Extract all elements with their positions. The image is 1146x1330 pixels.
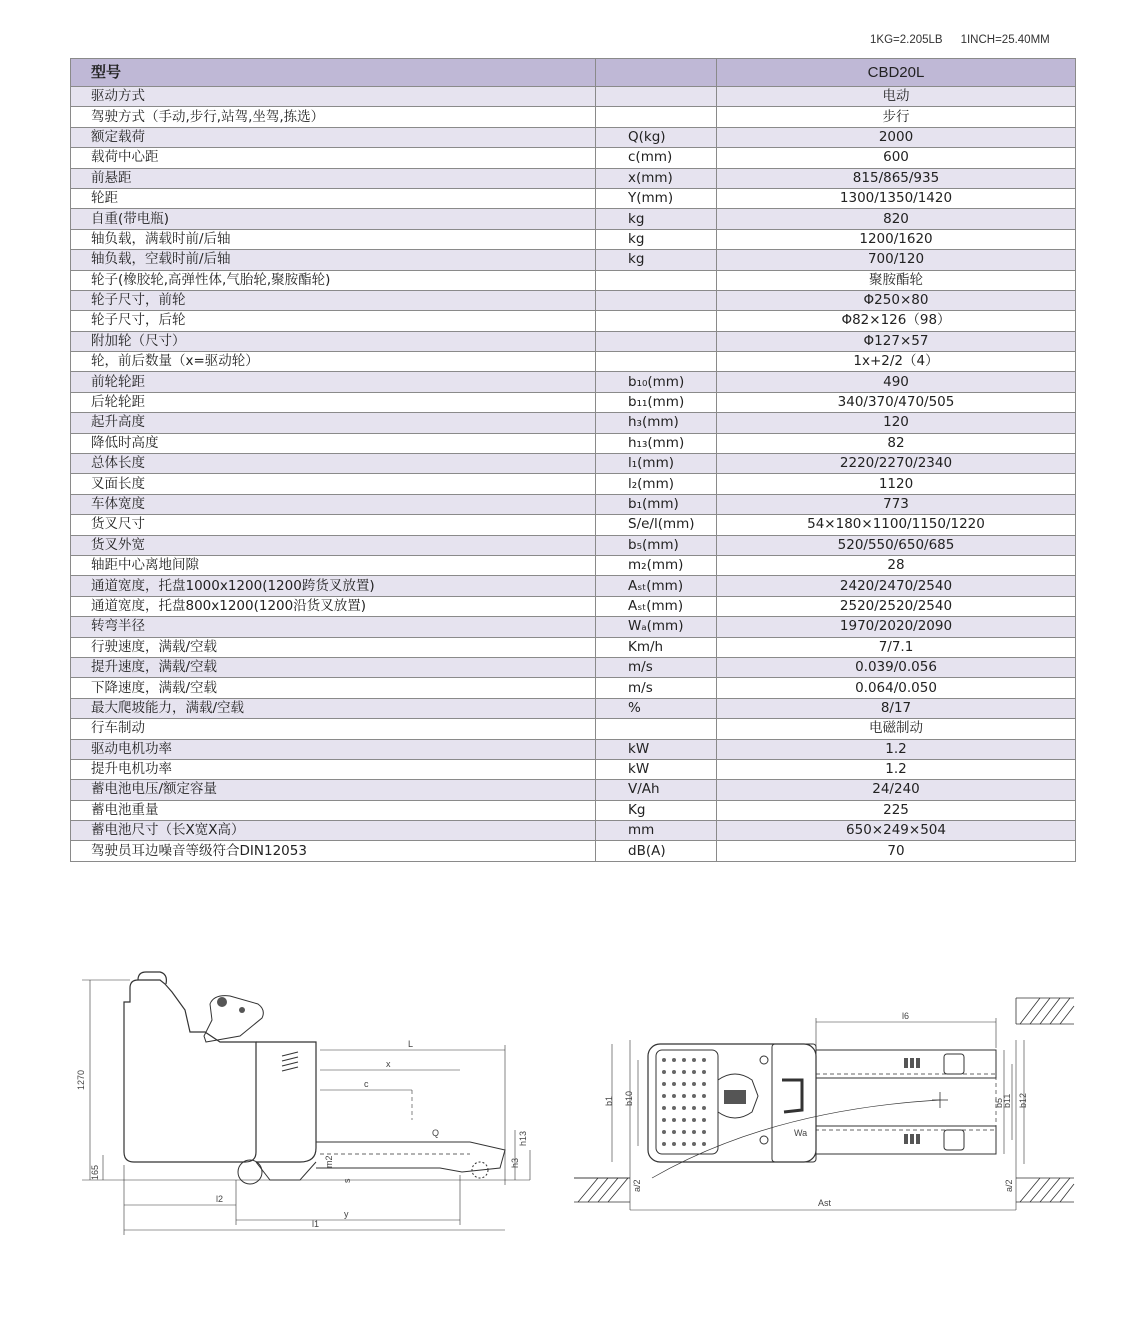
row-unit: S/e/l(mm) xyxy=(596,515,717,535)
label-l2: l2 xyxy=(216,1194,224,1204)
label-h13: h13 xyxy=(518,1130,528,1146)
row-unit xyxy=(596,719,717,739)
row-value: 700/120 xyxy=(717,250,1076,270)
row-value: 1x+2/2（4） xyxy=(717,352,1076,372)
label-Q: Q xyxy=(432,1128,440,1138)
table-row xyxy=(71,739,1076,759)
header-unit xyxy=(596,59,717,87)
row-unit: h₁₃(mm) xyxy=(596,433,717,453)
row-label: 叉面长度 xyxy=(71,474,596,494)
row-unit: m/s xyxy=(596,678,717,698)
row-unit: b₁(mm) xyxy=(596,494,717,514)
label-wa: Wa xyxy=(794,1128,808,1138)
table-row xyxy=(71,657,1076,677)
row-value: 54×180×1100/1150/1220 xyxy=(717,515,1076,535)
table-row xyxy=(71,494,1076,514)
row-unit: V/Ah xyxy=(596,780,717,800)
table-row xyxy=(71,555,1076,575)
row-value: 520/550/650/685 xyxy=(717,535,1076,555)
row-label: 通道宽度，托盘800x1200(1200沿货叉放置) xyxy=(71,596,596,616)
row-unit: m/s xyxy=(596,657,717,677)
row-label: 自重(带电瓶) xyxy=(71,209,596,229)
table-row xyxy=(71,474,1076,494)
table-row xyxy=(71,596,1076,616)
row-unit xyxy=(596,352,717,372)
row-label: 行驶速度，满载/空载 xyxy=(71,637,596,657)
row-label: 驱动方式 xyxy=(71,87,596,107)
row-value: 7/7.1 xyxy=(717,637,1076,657)
row-unit: Aₛₜ(mm) xyxy=(596,596,717,616)
row-label: 行车制动 xyxy=(71,719,596,739)
row-value: 225 xyxy=(717,800,1076,820)
table-row xyxy=(71,229,1076,249)
row-label: 蓄电池尺寸（长X宽X高） xyxy=(71,821,596,841)
table-row xyxy=(71,209,1076,229)
table-row xyxy=(71,454,1076,474)
table-row xyxy=(71,433,1076,453)
row-unit: l₁(mm) xyxy=(596,454,717,474)
row-unit xyxy=(596,311,717,331)
row-unit xyxy=(596,270,717,290)
row-value: 1300/1350/1420 xyxy=(717,188,1076,208)
table-row xyxy=(71,148,1076,168)
row-label: 降低时高度 xyxy=(71,433,596,453)
row-unit xyxy=(596,290,717,310)
row-label: 轮距 xyxy=(71,188,596,208)
row-value: 820 xyxy=(717,209,1076,229)
row-label: 货叉尺寸 xyxy=(71,515,596,535)
row-value: 490 xyxy=(717,372,1076,392)
row-value: 600 xyxy=(717,148,1076,168)
row-label: 轴负载，满载时前/后轴 xyxy=(71,229,596,249)
table-row xyxy=(71,250,1076,270)
table-row xyxy=(71,576,1076,596)
table-row xyxy=(71,87,1076,107)
row-value: Φ82×126（98） xyxy=(717,311,1076,331)
table-row xyxy=(71,270,1076,290)
row-label: 车体宽度 xyxy=(71,494,596,514)
row-unit: Y(mm) xyxy=(596,188,717,208)
label-b11: b11 xyxy=(1002,1093,1012,1108)
row-value: 120 xyxy=(717,413,1076,433)
row-unit: Kg xyxy=(596,800,717,820)
table-row xyxy=(71,821,1076,841)
row-unit: b₁₁(mm) xyxy=(596,392,717,412)
row-value: 24/240 xyxy=(717,780,1076,800)
row-label: 通道宽度，托盘1000x1200(1200跨货叉放置) xyxy=(71,576,596,596)
row-unit: c(mm) xyxy=(596,148,717,168)
table-row xyxy=(71,413,1076,433)
row-label: 轴距中心离地间隙 xyxy=(71,555,596,575)
unit-conversion-note xyxy=(870,34,1050,46)
table-row xyxy=(71,719,1076,739)
row-label: 轴负载，空载时前/后轴 xyxy=(71,250,596,270)
row-label: 下降速度，满载/空载 xyxy=(71,678,596,698)
label-l1: l1 xyxy=(312,1219,320,1229)
row-value: 电磁制动 xyxy=(717,719,1076,739)
table-row xyxy=(71,392,1076,412)
row-unit: dB(A) xyxy=(596,841,717,861)
row-label: 轮子(橡胶轮,高弹性体,气胎轮,聚胺酯轮) xyxy=(71,270,596,290)
row-value: 1120 xyxy=(717,474,1076,494)
table-row xyxy=(71,127,1076,147)
row-label: 最大爬坡能力，满载/空载 xyxy=(71,698,596,718)
row-value: 2000 xyxy=(717,127,1076,147)
row-label: 轮，前后数量（x=驱动轮） xyxy=(71,352,596,372)
row-label: 驱动电机功率 xyxy=(71,739,596,759)
row-unit: Q(kg) xyxy=(596,127,717,147)
row-value: 2420/2470/2540 xyxy=(717,576,1076,596)
label-c: c xyxy=(364,1079,369,1089)
spec-table-header xyxy=(71,59,1076,87)
row-label: 载荷中心距 xyxy=(71,148,596,168)
row-value: 1970/2020/2090 xyxy=(717,617,1076,637)
row-value: 1200/1620 xyxy=(717,229,1076,249)
row-label: 转弯半径 xyxy=(71,617,596,637)
label-low-height: 165 xyxy=(90,1164,100,1180)
spec-table xyxy=(70,58,1076,862)
table-row xyxy=(71,535,1076,555)
row-unit: kW xyxy=(596,759,717,779)
row-label: 额定载荷 xyxy=(71,127,596,147)
row-unit: Km/h xyxy=(596,637,717,657)
inch-mm-conversion: 1INCH=25.40MM xyxy=(960,34,1050,46)
table-row xyxy=(71,107,1076,127)
table-row xyxy=(71,841,1076,861)
row-label: 提升速度，满载/空载 xyxy=(71,657,596,677)
table-row xyxy=(71,617,1076,637)
table-row xyxy=(71,352,1076,372)
row-label: 附加轮（尺寸） xyxy=(71,331,596,351)
table-row xyxy=(71,331,1076,351)
row-label: 提升电机功率 xyxy=(71,759,596,779)
table-row xyxy=(71,637,1076,657)
row-label: 前轮轮距 xyxy=(71,372,596,392)
table-row xyxy=(71,188,1076,208)
technical-drawings xyxy=(0,940,1146,1260)
row-unit xyxy=(596,107,717,127)
row-unit: b₁₀(mm) xyxy=(596,372,717,392)
row-value: 773 xyxy=(717,494,1076,514)
table-row xyxy=(71,372,1076,392)
row-label: 总体长度 xyxy=(71,454,596,474)
label-a2-right: a/2 xyxy=(1004,1179,1014,1192)
table-row xyxy=(71,678,1076,698)
table-row xyxy=(71,780,1076,800)
row-label: 前悬距 xyxy=(71,168,596,188)
label-height: 1270 xyxy=(76,1069,86,1090)
row-unit: % xyxy=(596,698,717,718)
label-L: L xyxy=(408,1039,414,1049)
label-y: y xyxy=(344,1209,349,1219)
row-unit: kg xyxy=(596,250,717,270)
side-view-drawing xyxy=(82,972,530,1235)
label-b1: b1 xyxy=(604,1095,614,1106)
row-value: 电动 xyxy=(717,87,1076,107)
table-row xyxy=(71,515,1076,535)
kg-lb-conversion: 1KG=2.205LB xyxy=(870,34,943,46)
table-row xyxy=(71,759,1076,779)
row-label: 后轮轮距 xyxy=(71,392,596,412)
row-unit: Wₐ(mm) xyxy=(596,617,717,637)
row-value: 2520/2520/2540 xyxy=(717,596,1076,616)
row-value: 步行 xyxy=(717,107,1076,127)
row-value: 8/17 xyxy=(717,698,1076,718)
table-row xyxy=(71,698,1076,718)
label-s: s xyxy=(342,1178,352,1183)
row-label: 轮子尺寸，后轮 xyxy=(71,311,596,331)
row-value: 1.2 xyxy=(717,739,1076,759)
label-x: x xyxy=(386,1059,391,1069)
row-unit: l₂(mm) xyxy=(596,474,717,494)
row-value: 815/865/935 xyxy=(717,168,1076,188)
row-value: Φ127×57 xyxy=(717,331,1076,351)
row-unit xyxy=(596,331,717,351)
row-label: 货叉外宽 xyxy=(71,535,596,555)
row-label: 驾驶员耳边噪音等级符合DIN12053 xyxy=(71,841,596,861)
label-b10: b10 xyxy=(624,1090,634,1106)
row-value: 70 xyxy=(717,841,1076,861)
row-label: 蓄电池电压/额定容量 xyxy=(71,780,596,800)
row-unit: h₃(mm) xyxy=(596,413,717,433)
row-value: 聚胺酯轮 xyxy=(717,270,1076,290)
table-row xyxy=(71,800,1076,820)
row-label: 蓄电池重量 xyxy=(71,800,596,820)
row-unit: mm xyxy=(596,821,717,841)
row-label: 起升高度 xyxy=(71,413,596,433)
row-unit: kg xyxy=(596,229,717,249)
label-ast: Ast xyxy=(818,1198,832,1208)
row-unit: Aₛₜ(mm) xyxy=(596,576,717,596)
row-label: 驾驶方式（手动,步行,站驾,坐驾,拣选） xyxy=(71,107,596,127)
row-unit: m₂(mm) xyxy=(596,555,717,575)
label-m2: m2 xyxy=(324,1155,334,1168)
label-h3: h3 xyxy=(510,1157,520,1168)
row-unit: b₅(mm) xyxy=(596,535,717,555)
table-row xyxy=(71,290,1076,310)
table-row xyxy=(71,168,1076,188)
row-value: 0.039/0.056 xyxy=(717,657,1076,677)
row-unit: kg xyxy=(596,209,717,229)
row-unit: x(mm) xyxy=(596,168,717,188)
row-label: 轮子尺寸，前轮 xyxy=(71,290,596,310)
row-value: 28 xyxy=(717,555,1076,575)
row-unit xyxy=(596,87,717,107)
header-model: CBD20L xyxy=(717,59,1076,87)
table-row xyxy=(71,311,1076,331)
label-l6: l6 xyxy=(902,1011,910,1021)
row-value: 2220/2270/2340 xyxy=(717,454,1076,474)
header-label: 型号 xyxy=(71,59,596,87)
label-b12: b12 xyxy=(1018,1092,1028,1108)
row-unit: kW xyxy=(596,739,717,759)
row-value: 82 xyxy=(717,433,1076,453)
label-a2-left: a/2 xyxy=(632,1179,642,1192)
label-b5: b5 xyxy=(994,1097,1004,1108)
row-value: 340/370/470/505 xyxy=(717,392,1076,412)
row-value: 1.2 xyxy=(717,759,1076,779)
row-value: Φ250×80 xyxy=(717,290,1076,310)
row-value: 0.064/0.050 xyxy=(717,678,1076,698)
row-value: 650×249×504 xyxy=(717,821,1076,841)
